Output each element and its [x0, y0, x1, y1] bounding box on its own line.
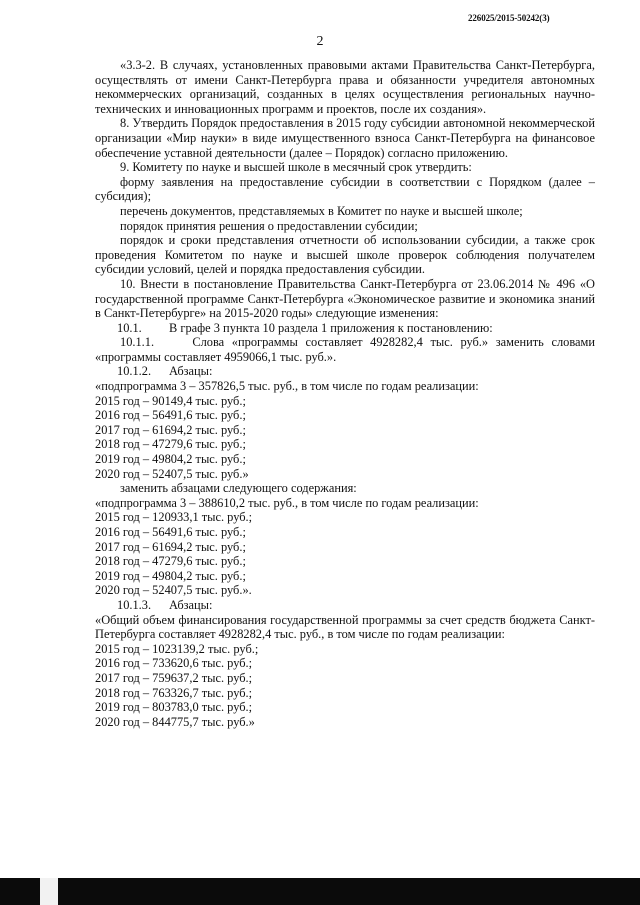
paragraph-10: 10. Внести в постановление Правительства Санкт-Петербурга от 23.06.2014 № 496 «О государственной программе Санкт-Петербурга «Экономическое развитие и экономика знаний в Санкт-Петербурге» на 2015-2020 годы» следующие изменения: — [95, 276, 595, 321]
list2-item: 2020 год – 52407,5 тыс. руб.». — [95, 583, 252, 598]
paragraph-10-1-1 — [95, 335, 595, 364]
list3-item: 2016 год – 733620,6 тыс. руб.; — [95, 656, 253, 671]
document-body — [95, 58, 595, 729]
list3-item: 2018 год – 763326,7 тыс. руб.; — [95, 685, 253, 700]
scan-edge-gap — [40, 878, 58, 905]
list2-item: 2018 год – 47279,6 тыс. руб.; — [95, 554, 246, 569]
list2-intro: «подпрограмма 3 – 388610,2 тыс. руб., в том числе по годам реализации: — [95, 495, 479, 510]
paragraph-9: 9. Комитету по науке и высшей школе в месячный срок утвердить: — [120, 160, 472, 175]
list1-item: 2017 год – 61694,2 тыс. руб.; — [95, 422, 246, 437]
list3-item: 2015 год – 1023139,2 тыс. руб.; — [95, 641, 259, 656]
list2-item: 2015 год – 120933,1 тыс. руб.; — [95, 510, 253, 525]
list3-item: 2019 год – 803783,0 тыс. руб.; — [95, 700, 253, 715]
paragraph-number: 10.1.3. — [117, 597, 152, 612]
list3-intro: «Общий объем финансирования государственной программы за счет средств бюджета Санкт-Петербурга составляет 4928282,4 тыс. руб., в том числе по годам реализации: — [95, 612, 595, 642]
paragraph-number: 10.1.1. — [120, 335, 155, 350]
list1-item: 2018 год – 47279,6 тыс. руб.; — [95, 437, 246, 452]
paragraph-10-1-2 — [95, 364, 595, 379]
paragraph-10-1-3 — [95, 598, 595, 613]
paragraph-text: Абзацы: — [169, 597, 213, 612]
paragraph-text: Абзацы: — [169, 364, 213, 379]
paragraph-number: 10.1.2. — [117, 364, 152, 379]
document-number: 226025/2015-50242(3) — [468, 13, 550, 23]
paragraph-9-form: форму заявления на предоставление субсидии в соответствии с Порядком (далее – субсидия); — [95, 174, 595, 204]
list2-item: 2017 год – 61694,2 тыс. руб.; — [95, 539, 246, 554]
replace-instruction: заменить абзацами следующего содержания: — [120, 481, 357, 496]
list2-item: 2019 год – 49804,2 тыс. руб.; — [95, 568, 246, 583]
list2-item: 2016 год – 56491,6 тыс. руб.; — [95, 525, 246, 539]
list1-item: 2020 год – 52407,5 тыс. руб.» — [95, 466, 249, 481]
scan-edge-bar — [0, 878, 640, 905]
list1-item: 2019 год – 49804,2 тыс. руб.; — [95, 452, 246, 467]
paragraph-8: 8. Утвердить Порядок предоставления в 2015 году субсидии автономной некоммерческой организации «Мир науки» в виде имущественного взноса Санкт-Петербурга на финансовое обеспечение уставной деятельности (далее – Порядок) согласно приложению. — [95, 116, 595, 160]
paragraph-9-reporting: порядок и сроки представления отчетности об использовании субсидии, а также срок проведения Комитетом по науке и высшей школе проверок соблюдения получателем субсидии условий, целей и порядка предоставления субсидии. — [95, 233, 595, 277]
page-number: 2 — [316, 34, 324, 49]
paragraph-3-3-2: «3.3-2. В случаях, установленных правовыми актами Правительства Санкт-Петербурга, осуществлять от имени Санкт-Петербурга права и обязанности учредителя автономных некоммерческих организаций, созданных в целях осуществления региональных научно-технических и инновационных программ и проектов, после их создания». — [95, 58, 595, 116]
list3-item: 2020 год – 844775,7 тыс. руб.» — [95, 714, 255, 729]
list1-intro: «подпрограмма 3 – 357826,5 тыс. руб., в том числе по годам реализации: — [95, 379, 479, 394]
paragraph-10-1 — [95, 321, 595, 336]
list3-item: 2017 год – 759637,2 тыс. руб.; — [95, 670, 253, 685]
paragraph-number: 10.1. — [117, 320, 142, 335]
paragraph-text: Слова «программы составляет 4928282,4 тыс. руб.» заменить словами «программы составляет 4959066,1 тыс. руб.». — [95, 335, 595, 364]
list1-item: 2016 год – 56491,6 тыс. руб.; — [95, 408, 246, 423]
paragraph-9-decision: порядок принятия решения о предоставлении субсидии; — [120, 218, 418, 233]
paragraph-9-documents: перечень документов, представляемых в Комитет по науке и высшей школе; — [120, 203, 523, 218]
list1-item: 2015 год – 90149,4 тыс. руб.; — [95, 393, 246, 408]
paragraph-text: В графе 3 пункта 10 раздела 1 приложения к постановлению: — [169, 320, 493, 335]
